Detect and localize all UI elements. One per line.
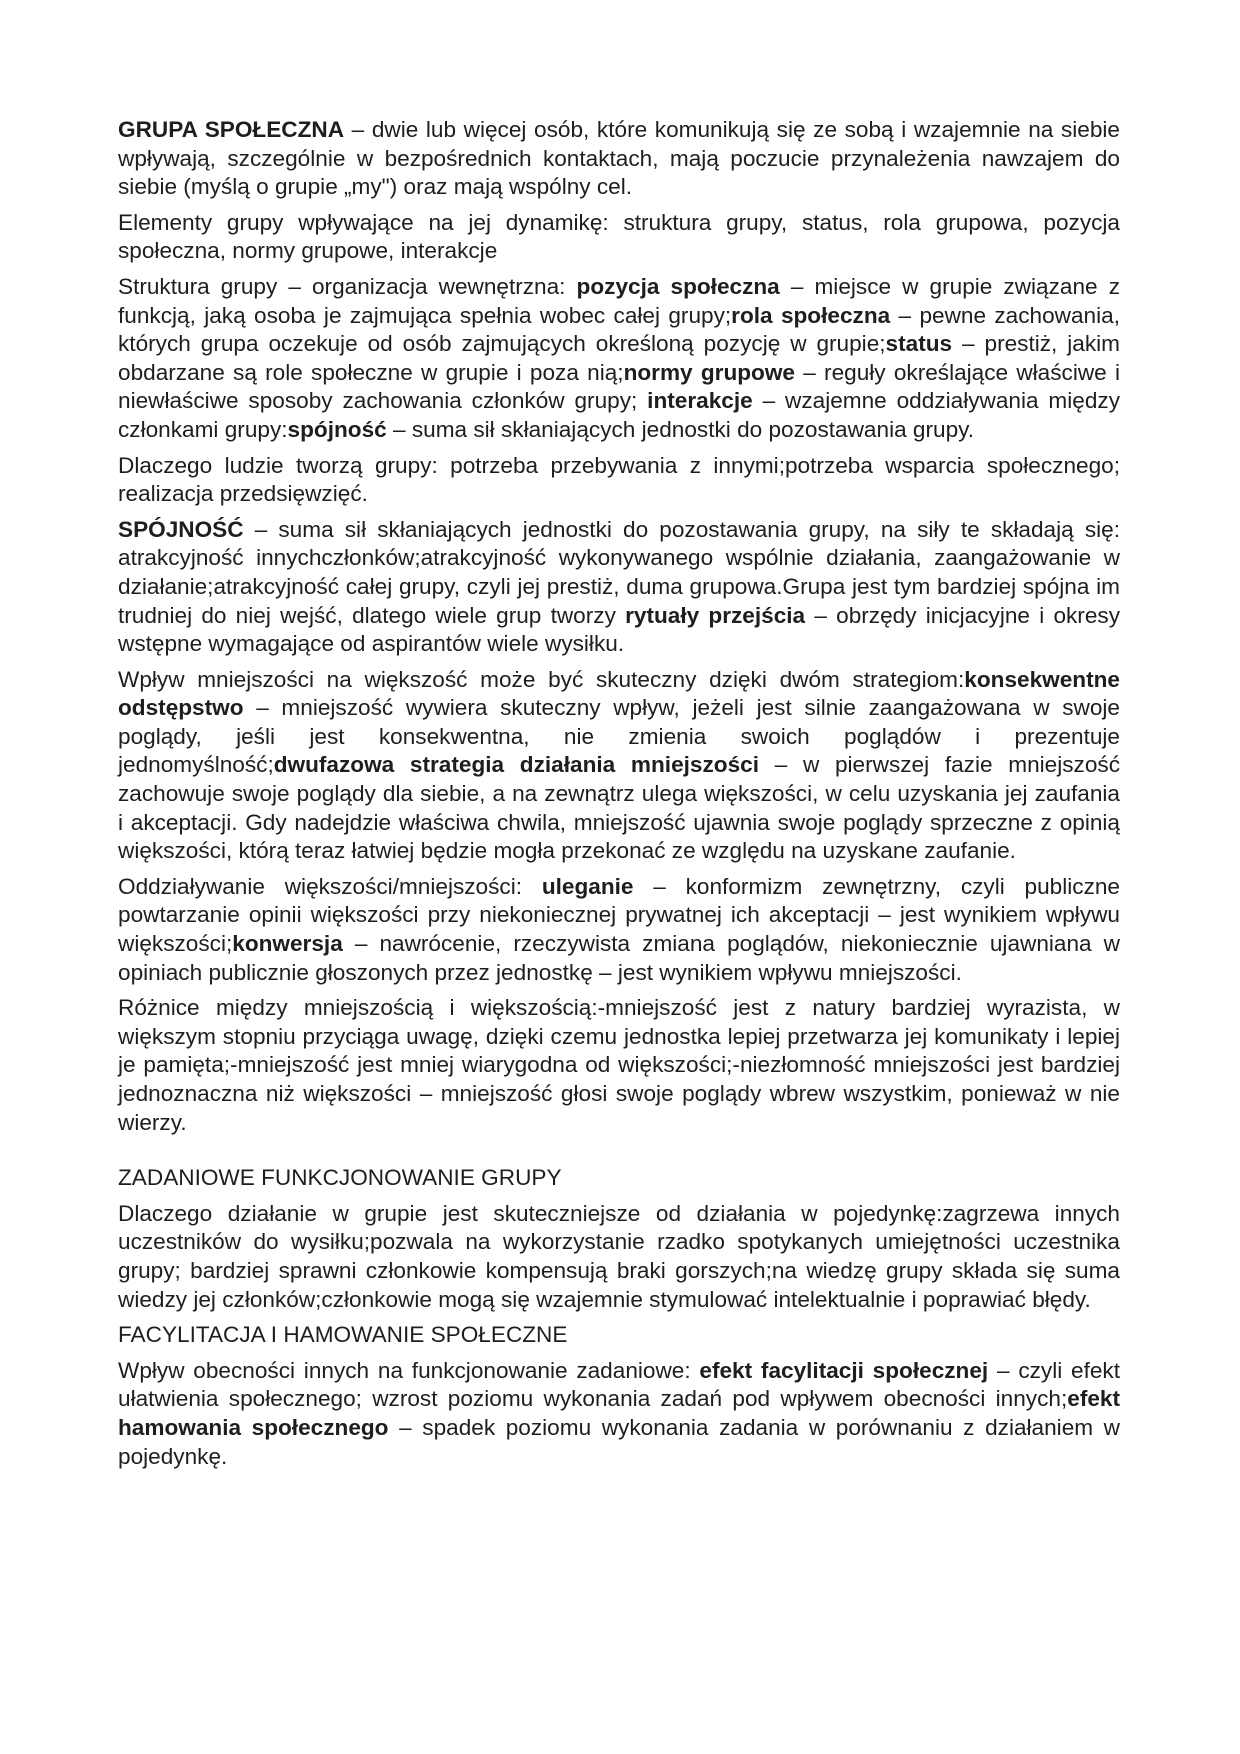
text-run: Różnice między mniejszością i większością:-mniejszość jest z natury bardziej wyrazista, w większym stopniu przyciąga uwagę, dzięki czemu jednostka lepiej przetwarza jej komunikaty i lepiej je pamięta;-mniejszość jest mniej wiarygodna od większości;-niezłomność mniejszości jest bardziej jednoznaczna niż większości – mniejszość głosi swoje poglądy wbrew wszystkim, ponieważ w nie wierzy. [118,995,1120,1135]
text-run: – konformizm zewnętrzny, czyli publiczne powtarzanie opinii większości przy niekoniecznej prywatnej ich akceptacji – jest wynikiem wpływu większości; [118,873,1121,957]
paragraph-p1 [118,116,1120,202]
paragraph-p9 [118,1164,1120,1193]
text-run: – suma sił skłaniających jednostki do pozostawania grupy. [386,416,975,442]
paragraph-p10 [118,1200,1120,1314]
paragraph-p6 [118,666,1120,866]
text-run: Oddziaływanie większości/mniejszości: [118,873,542,899]
paragraph-p8 [118,994,1120,1137]
bold-term: uleganie [541,873,634,899]
bold-term: SPÓJNOŚĆ [118,516,244,542]
bold-term: pozycja społeczna [576,273,780,299]
document-page [118,116,1120,1478]
paragraph-p4 [118,452,1120,509]
text-run: – wzajemne oddziaływania między członkami grupy: [118,388,1120,442]
text-run: Dlaczego działanie w grupie jest skuteczniejsze od działania w pojedynkę:zagrzewa innych uczestników do wysiłku;pozwala na wykorzystanie rzadko spotykanych umiejętności uczestnika grupy; bardziej sprawni członkowie kompensują braki gorszych;na wiedzę grupy składa się suma wiedzy jej członków;członkowie mogą się wzajemnie stymulować intelektualnie i poprawiać błędy. [118,1200,1120,1312]
paragraph-p3 [118,273,1120,445]
text-run: – reguły określające właściwe i niewłaściwe sposoby zachowania członków grupy; [118,359,1121,414]
bold-term: konsekwentne odstępstwo [118,666,1120,721]
bold-term: rola społeczna [731,302,891,328]
text-run: – obrzędy inicjacyjne i okresy wstępne wymagające od aspirantów wiele wysiłku. [118,602,1120,657]
paragraph-p12 [118,1357,1120,1471]
paragraph-p2 [118,209,1120,266]
bold-term: status [885,331,953,357]
text-run: – dwie lub więcej osób, które komunikują się ze sobą i wzajemnie na siebie wpływają, szczególnie w bezpośrednich kontaktach, mają poczucie przynależenia nawzajem do siebie (myślą o grupie „my") oraz mają wspólny cel. [118,117,1120,200]
bold-term: efekt hamowania społecznego [118,1386,1120,1440]
text-run: – mniejszość wywiera skuteczny wpływ, jeżeli jest silnie zaangażowana w swoje poglądy, jeśli jest konsekwentna, nie zmienia swoich poglądów i prezentuje jednomyślność; [118,695,1120,778]
text-run: – pewne zachowania, których grupa oczekuje od osób zajmujących określoną pozycję w grupie; [118,302,1120,357]
text-run: – w pierwszej fazie mniejszość zachowuje swoje poglądy dla siebie, a na zewnątrz ulega większości, w celu uzyskania jej zaufania i akceptacji. Gdy nadejdzie właściwa chwila, mniejszość ujawnia swoje poglądy sprzeczne z opinią większości, którą teraz łatwiej będzie mogła przekonać ze względu na uzyskane zaufanie. [118,752,1120,864]
text-run: – spadek poziomu wykonania zadania w porównaniu z działaniem w pojedynkę. [118,1414,1121,1469]
text-run: – suma sił skłaniających jednostki do pozostawania grupy, na siły te składają się: atrakcyjność innychczłonków;atrakcyjność wykonywanego wspólnie działania, zaangażowanie w działanie;atrakcyjność całej grupy, czyli jej prestiż, duma grupowa.Grupa jest tym bardziej spójna im trudniej do niej wejść, dlatego wiele grup tworzy [118,516,1120,628]
text-run: – miejsce w grupie związane z funkcją, jaką osoba je zajmująca spełnia wobec całej grupy; [118,273,1120,328]
bold-term: normy grupowe [623,359,795,385]
paragraph-p5 [118,516,1120,659]
paragraph-p11 [118,1321,1120,1350]
bold-term: spójność [287,416,387,442]
text-run: Wpływ mniejszości na większość może być skuteczny dzięki dwóm strategiom: [118,666,965,692]
paragraph-p7 [118,873,1120,987]
text-run: Struktura grupy – organizacja wewnętrzna: [118,273,577,299]
text-run: ZADANIOWE FUNKCJONOWANIE GRUPY [118,1165,562,1191]
bold-term: rytuały przejścia [625,602,806,628]
text-run: – nawrócenie, rzeczywista zmiana poglądów, niekoniecznie ujawniana w opiniach publicznie głoszonych przez jednostkę – jest wynikiem wpływu mniejszości. [118,931,1120,985]
text-run: Dlaczego ludzie tworzą grupy: potrzeba przebywania z innymi;potrzeba wsparcia społecznego; realizacja przedsięwzięć. [118,452,1120,507]
text-run: FACYLITACJA I HAMOWANIE SPOŁECZNE [118,1322,568,1348]
text-run: Elementy grupy wpływające na jej dynamikę: struktura grupy, status, rola grupowa, pozycja społeczna, normy grupowe, interakcje [118,209,1120,264]
bold-term: efekt facylitacji społecznej [699,1357,989,1383]
bold-term: interakcje [647,388,753,414]
section-spacer [118,1144,1120,1164]
text-run: – prestiż, jakim obdarzane są role społeczne w grupie i poza nią; [118,331,1120,385]
bold-term: GRUPA SPOŁECZNA [118,117,345,142]
text-run: Wpływ obecności innych na funkcjonowanie zadaniowe: [118,1357,700,1383]
text-run: – czyli efekt ułatwienia społecznego; wzrost poziomu wykonania zadań pod wpływem obecności innych; [118,1357,1121,1412]
bold-term: konwersja [232,931,343,957]
bold-term: dwufazowa strategia działania mniejszości [273,752,759,778]
